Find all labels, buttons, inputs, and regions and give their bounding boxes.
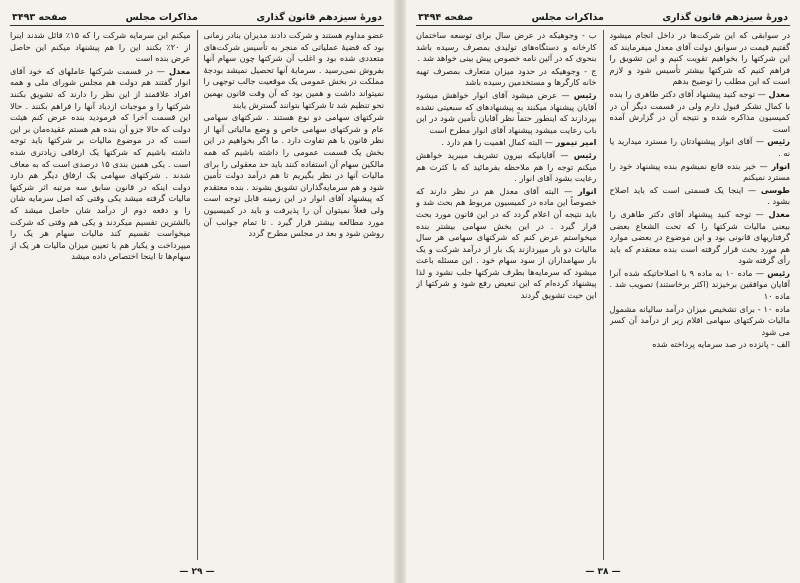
paragraph: انوار — البته آقای معدل هم در نظر دارند که خصوصاً این ماده در کمیسیون مربوط هم بحث شد و باید نتیجه آن اعلام گردد که در این قانون مورد بحث قرار گیرد . در این بخش سهامی بیشتر بنده میخواستم عرض کنم که شرکتهای سهامی هر سال مالیات دو بار میپردازند یک بار از درآمد شرکت و یک بار سهامداران از سود سهام خود . این مسئله باعث میشود که سرمایه‌ها بطرف شرکتها جلب نشود و لذا پیشنهاد کرده‌ام که این تبعیض رفع شود و شرکتها از این حیث تشویق گردند <box>416 185 597 301</box>
paragraph: معدل — توجه کنید پیشنهاد آقای دکتر طاهری را بنده با کمال تشکر قبول دارم ولی در قسمت دیگر آن در کمیسیون مذاکره شده و نتیجه آن در گزارش آمده است <box>609 88 790 134</box>
paragraph-text: عرض میشود آقای انوار خواهش میشود آقایان پیشنهاد میکنند به پیشنهادهای که سبعیتی نشده بپردازند که اینطور حتماً نظر آقایان تأمین شود در این باب رعایت میشود پیشنهاد آقای انوار مطرح است <box>416 89 597 135</box>
speaker-name: طوسی <box>760 184 790 195</box>
right-page-number: صفحه ۳۴۹۴ <box>418 12 474 23</box>
left-page-footer: — ۲۹ — <box>179 567 215 577</box>
paragraph-text: اینجا یک قسمتی است که باید اصلاح بشود . <box>609 184 790 207</box>
column-divider <box>603 30 604 560</box>
right-page-header <box>416 8 790 26</box>
paragraph <box>610 339 791 351</box>
paragraph: رئیس — ماده ۱۰ به ماده ۹ با اصلاحاتیکه شده آنرا آقایان موافقین برخیزند (اکثر برخاستند) تصویب شد . ماده ۱۰ <box>609 267 790 302</box>
paragraph-text: ب - وجوهیکه در عرض سال برای توسعه ساختمان کارخانه و دستگاه‌های تولیدی بمصرف رسیده باشد بنحوی که در آئین نامه خصوص پیش بینی خواهد شد . <box>416 30 597 64</box>
paragraph-text: ماده ۱۰ به ماده ۹ با اصلاحاتیکه شده آنرا آقایان موافقین برخیزند (اکثر برخاستند) تصویب شد . ماده ۱۰ <box>609 267 790 302</box>
paragraph-text: توجه کنید پیشنهاد آقای دکتر طاهری را بنده با کمال تشکر قبول دارم ولی در قسمت دیگر آن در کمیسیون مذاکره شده و نتیجه آن در گزارش آمده است <box>609 88 790 134</box>
paragraph: رئیس — آقایانیکه بیرون تشریف میبرید خواهش میکنم توجه را هم ملاحظه بفرمائید که با کثرت هم رعایت بشود آقای انوار . <box>416 149 597 184</box>
paragraph: انوار — خیر بنده قانع نمیشوم بنده پیشنهاد خود را مسترد نمیکنم <box>609 160 790 183</box>
right-page-column-right <box>610 30 791 560</box>
paragraph-text: در سوابقی که این شرکت‌ها در داخل انجام میشود گفتیم قیمت در سوابق دولت آقای معدل میفرمایند که این شرکتها را بخواهیم تقویت کنیم و این تشویق را فراهم کنیم که شرکتها بیشتر تأسیس شود و لازم است که این مطلب را توضیح بدهم <box>609 30 790 87</box>
left-page-columns <box>10 30 384 560</box>
paragraph <box>10 30 191 65</box>
left-page <box>0 0 394 583</box>
column-divider <box>197 30 198 560</box>
paragraph: رئیس — عرض میشود آقای انوار خواهش میشود آقایان پیشنهاد میکنند به پیشنهادهای که سبعیتی نشده بپردازند که اینطور حتماً نظر آقایان تأمین شود در این باب رعایت میشود پیشنهاد آقای انوار مطرح است <box>416 89 597 135</box>
paragraph <box>416 30 597 65</box>
speaker-name: امیر تیمور <box>555 137 597 148</box>
paragraph-text: الف - پانزده در صد سرمایه پرداخته شده <box>652 339 790 350</box>
speaker-name: رئیس <box>767 267 790 278</box>
paragraph: معدل — توجه کنید پیشنهاد آقای دکتر طاهری را بیعنی مالیات شرکتها را که تحت الشعاع بعضی گرفتاریهای قانونی بود و این موضوع در بعضی موارد هم مورد بحث قرار گرفته است بنده معتقدم که باید رأی گرفته شود <box>609 208 790 266</box>
speaker-name: معدل <box>768 208 790 219</box>
book-gutter <box>394 0 406 583</box>
paragraph <box>204 30 385 111</box>
paragraph-text: شرکتهای سهامی دو نوع هستند . شرکتهای سهامی عام و شرکتهای سهامی خاص و وضع مالیاتی آنها از نظر قانون با هم تفاوت دارد . ما اگر بخواهیم در این بخش یک قسمت عمومی را داشته باشیم که همه مالکین سهام آن استفاده کنند باید حد معقولی را برای مالیات آنها در نظر بگیریم تا هم درآمد دولت تأمین شود و هم سرمایه‌گذاران تشویق بشوند . بنده معتقدم که پیشنهاد آقای انوار در این زمینه قابل توجه است ولی فعلاً نمیتوان آن را پذیرفت و باید در کمیسیون مورد مطالعه بیشتر قرار گیرد . تا تمام جوانب آن روشن شود و بعد در مجلس مطرح گردد <box>203 112 384 239</box>
paragraph-text: در قسمت شرکتها عاملهای که خود آقای انوار گفتند هم دولت هم مجلس شورای ملی و همه افراد علاقمند از این نظر را دارند که تشویق بکنند شرکتها را و موجبات ازدیاد آنها را فراهم بکنند . حالا این قسمت آخرا که فرمودید بنده عرض کنم هیئت دولت که حالا جزو آن بنده هم هستم عقیده‌مان بر این است که در موضوع مالیات بر شرکتها باید توجه داشته باشیم که شرکتها یک ارفاقی زیادتری شده است . یکی همین بندی ۱۵ درصدی است که به معاف شدند . شرکتهای سهامی یک ارفاق دیگر هم دارد دولت اینکه در قانون سابق سه مرتبه اثر شرکتها مالیات گرفته میشد یکی وقتی که اصل سرمایه شان را و دفعه دوم از درآمد شان حاصل میشد که بالشترین تقسیم میکردند و یکی هم وقتی که شرکت میخواست تقسیم کند مالیات سهام هر یک را میپرداخت و یکبار هم با تعیین میزان مالیات هر یک از سهام‌ها تا اینجا اختصاص داده میشد <box>10 65 191 262</box>
right-page-column-left <box>416 30 597 560</box>
right-page-columns <box>416 30 790 560</box>
right-page-title: مذاکرات مجلس <box>531 12 604 23</box>
left-page-column-right <box>204 30 385 560</box>
paragraph <box>204 112 385 240</box>
speaker-name: انوار <box>577 185 597 196</box>
speaker-name: رئیس <box>573 89 597 100</box>
paragraph-text: آقایانیکه بیرون تشریف میبرید خواهش میکنم توجه را هم ملاحظه بفرمائید که با کثرت هم رعایت بشود آقای انوار . <box>416 149 597 184</box>
speaker-name: معدل <box>168 65 191 76</box>
paragraph-text: ج - وجوهیکه در حدود میزان متعارف بمصرف تهیه خانه کارگرها و مستخدمین رسیده باشد <box>416 65 597 88</box>
left-page-header <box>10 8 384 26</box>
speaker-name: رئیس <box>573 149 597 160</box>
right-page-session: دورهٔ سیزدهم قانون گذاری <box>662 12 788 23</box>
paragraph-text: خیر بنده قانع نمیشوم بنده پیشنهاد خود را مسترد نمیکنم <box>609 160 790 183</box>
paragraph-text: ماده ۱۰ - برای تشخیص میزان درآمد سالیانه مشمول مالیات شرکتهای سهامی اقلام زیر از درآمد آن کسر می شود <box>609 303 790 337</box>
paragraph <box>610 30 791 88</box>
paragraph: معدل — در قسمت شرکتها عاملهای که خود آقای انوار گفتند هم دولت هم مجلس شورای ملی و همه افراد علاقمند از این نظر را دارند که تشویق بکنند شرکتها را و موجبات ازدیاد آنها را فراهم بکنند . حالا این قسمت آخرا که فرمودید بنده عرض کنم هیئت دولت که حالا جزو آن بنده هم هستم عقیده‌مان بر این است که در موضوع مالیات بر شرکتها باید توجه داشته باشیم که شرکتها یک ارفاقی زیادتری شده است . یکی همین بندی ۱۵ درصدی است که به معاف شدند . شرکتهای سهامی یک ارفاق دیگر هم دارد دولت اینکه در قانون سابق سه مرتبه اثر شرکتها مالیات گرفته میشد یکی وقتی که اصل سرمایه شان را و دفعه دوم از درآمد شان حاصل میشد که بالشترین تقسیم میکردند و یکی هم وقتی که شرکت میخواست تقسیم کند مالیات سهام هر یک را میپرداخت و یکبار هم با تعیین میزان مالیات هر یک از سهام‌ها تا اینجا اختصاص داده میشد <box>10 65 191 262</box>
speaker-name: انوار <box>771 160 790 171</box>
paragraph: رئیس — آقای انوار پیشنهادتان را مسترد میدارید یا نه . <box>609 136 790 158</box>
speaker-name: معدل <box>768 88 790 99</box>
paragraph-text: عضو مداوم هستند و شرکت دادند مدیران بنادر زمانی بود که قضیهٔ عملیاتی که منجر به تأسیس شرکت‌های متعددی شده بود و اغلب آن شرکتها چون سهام آنها بفروش نمی‌رسید . سرمایهٔ آنها تحصیل نمیشد بودجهٔ مملکت در بخش عمومی یک موقعیت جالب توجهی را نمیتواند داشت و همین بود که آن وقت قانون بهمین نحو تنظیم شد تا شرکتها بتوانند گسترش یابند <box>203 30 384 110</box>
paragraph: طوسی — اینجا یک قسمتی است که باید اصلاح بشود . <box>609 184 790 207</box>
paragraph: امیر تیمور — البته کمال اهمیت را هم دارد . <box>441 137 597 148</box>
right-page-footer: — ۳۸ — <box>585 567 621 577</box>
paragraph-text: میکنم این سرمایه شرکت را که ۱۵٪ قائل شدند اینرا از ۲۰٪ بکنند این را هم پیشنهاد میکنم این حاصل عرض بنده است <box>10 30 191 64</box>
paragraph <box>416 66 597 89</box>
paragraph-text: توجه کنید پیشنهاد آقای دکتر طاهری را بیعنی مالیات شرکتها را که تحت الشعاع بعضی گرفتاریهای قانونی بود و این موضوع در بعضی موارد هم مورد بحث قرار گرفته است بنده معتقدم که باید رأی گرفته شود <box>609 208 790 266</box>
paragraph-text: البته کمال اهمیت را هم دارد . <box>441 137 543 148</box>
right-page <box>406 0 800 583</box>
left-page-column-left <box>10 30 191 560</box>
paragraph-text: البته آقای معدل هم در نظر دارند که خصوصاً این ماده در کمیسیون مربوط هم بحث شد و باید نتیجه آن اعلام گردد که در این قانون مورد بحث قرار گیرد . در این بخش سهامی بیشتر بنده میخواستم عرض کنم که شرکتهای سهامی هر سال مالیات دو بار میپردازند یک بار از درآمد شرکت و یک بار سهامداران از سود سهام خود . این مسئله باعث میشود که سرمایه‌ها بطرف شرکتها جلب نشود و لذا پیشنهاد کرده‌ام که این تبعیض رفع شود و شرکتها از این حیث تشویق گردند <box>416 185 597 301</box>
left-page-number: صفحه ۳۴۹۳ <box>12 12 68 23</box>
left-page-title: مذاکرات مجلس <box>125 12 198 23</box>
paragraph <box>610 304 791 339</box>
speaker-name: رئیس <box>767 136 790 147</box>
paragraph-text: آقای انوار پیشنهادتان را مسترد میدارید یا نه . <box>609 136 790 158</box>
left-page-session: دورهٔ سیزدهم قانون گذاری <box>256 12 382 23</box>
